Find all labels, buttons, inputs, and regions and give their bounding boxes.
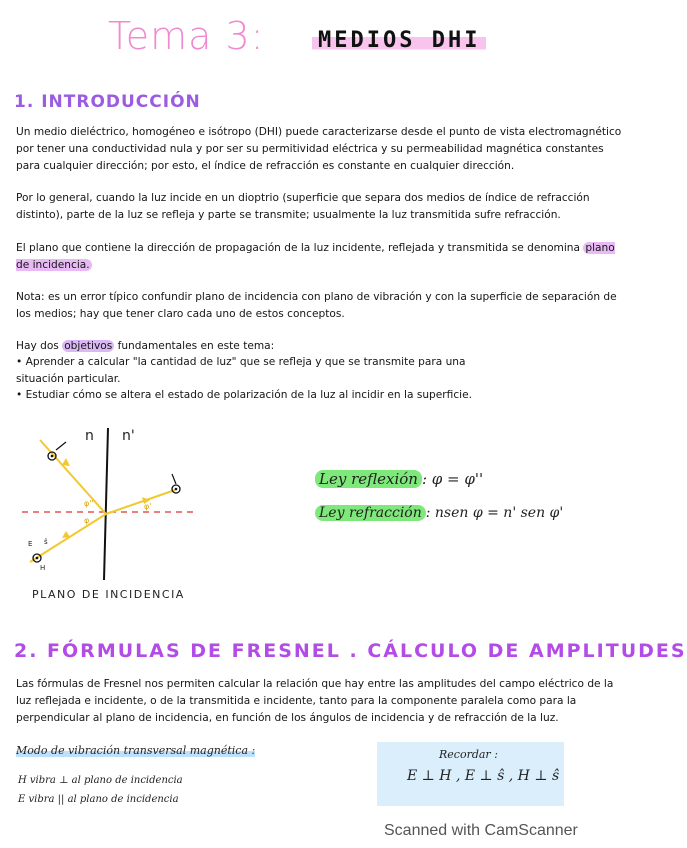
highlight-objetivos: objetivos (64, 340, 113, 352)
recordar-equation: E ⊥ H , E ⊥ ŝ , H ⊥ ŝ (407, 768, 560, 784)
paragraph-text: fundamentales en este tema: (114, 340, 275, 352)
label-n-prime: n' (122, 428, 135, 444)
modo-vibracion-title (16, 744, 255, 757)
label-s: ŝ (44, 538, 48, 546)
ley-reflexion-label: Ley reflexión (315, 470, 422, 488)
transmitted-ray (106, 490, 175, 514)
page-title-medios: MEDIOS DHI (312, 28, 486, 53)
ley-refraccion-label: Ley refracción (315, 505, 426, 521)
reflected-arrow (62, 458, 70, 466)
section-heading-fresnel: 2. FÓRMULAS DE FRESNEL . CÁLCULO DE AMPLITUDES (14, 640, 687, 662)
camscanner-watermark: Scanned with CamScanner (384, 822, 578, 839)
incident-arrow (62, 531, 70, 538)
paragraph-plano-incidencia (16, 240, 626, 274)
incidence-diagram (0, 420, 240, 601)
reflected-field-dot (51, 455, 54, 458)
highlight-plano-incidencia: plano de incidencia. (16, 242, 615, 271)
section-heading-introduccion: 1. INTRODUCCIÓN (14, 92, 201, 112)
transmitted-e-vector (172, 474, 176, 484)
incident-ray (30, 514, 106, 562)
h-vibra-line: H vibra ⊥ al plano de incidencia (18, 775, 183, 786)
paragraph-text: Hay dos (16, 340, 63, 352)
ley-reflexion-eq: : φ = φ'' (421, 470, 484, 488)
transmitted-field-dot (175, 488, 178, 491)
page-title-tema: Tema 3: (108, 14, 265, 58)
angle-phi-pp: φ'' (84, 499, 94, 508)
paragraph-fresnel: Las fórmulas de Fresnel nos permiten calcular la relación que hay entre las amplitudes del campo eléctrico de la luz reflejada e incidente, o de la transmitida e incidente, tanto para la componente paralela como para la perpendicular al plano de incidencia, en función de los ángulos de incidencia y de refracción de la luz. (16, 678, 614, 724)
paragraph-dhi-definition: Un medio dieléctrico, homogéneo e isótropo (DHI) puede caracterizarse desde el punto de vista electromagnético por tener una conductividad nula y por ser su permitividad eléctrica y su permeabilidad magnética constantes para cualquier dirección; por esto, el índice de refracción es constante en cualquier dirección. (16, 126, 622, 172)
incident-field-dot (36, 557, 39, 560)
paragraph-objetivos (16, 338, 626, 355)
bullet-polarizacion: • Estudiar cómo se altera el estado de polarización de la luz al incidir en la superficie. (16, 389, 472, 401)
paragraph-text: El plano que contiene la dirección de propagación de la luz incidente, reflejada y transmitida se denomina (16, 242, 584, 254)
e-vibra-line: E vibra || al plano de incidencia (18, 794, 179, 805)
paragraph-nota: Nota: es un error típico confundir plano de incidencia con plano de vibración y con la superficie de separación de los medios; hay que tener claro cada uno de estos conceptos. (16, 291, 617, 320)
bullet-calcular: • Aprender a calcular "la cantidad de luz" que se refleja y que se transmite para una situación particular. (16, 356, 466, 385)
label-h: H (40, 564, 46, 572)
ley-reflexion (315, 470, 483, 488)
reflected-ray (40, 440, 106, 514)
reflected-e-vector (56, 442, 66, 450)
modo-title-text: Modo de vibración transversal magnética : (16, 744, 256, 757)
recordar-label: Recordar : (439, 748, 498, 761)
angle-phi: φ (84, 516, 90, 525)
plane-label: PLANO DE INCIDENCIA (32, 588, 185, 601)
ley-refraccion (315, 505, 563, 521)
paragraph-dioptrio: Por lo general, cuando la luz incide en un dioptrio (superficie que separa dos medios de índice de refracción distinto), parte de la luz se refleja y parte se transmite; usualmente la luz transmitida sufre refracción. (16, 192, 590, 221)
ley-refraccion-eq: : nsen φ = n' sen φ' (425, 505, 564, 521)
interface-line (104, 428, 108, 580)
recordar-box (377, 742, 564, 806)
angle-phi-p: φ' (144, 502, 152, 511)
label-e: E (28, 540, 33, 548)
label-n: n (85, 428, 94, 444)
